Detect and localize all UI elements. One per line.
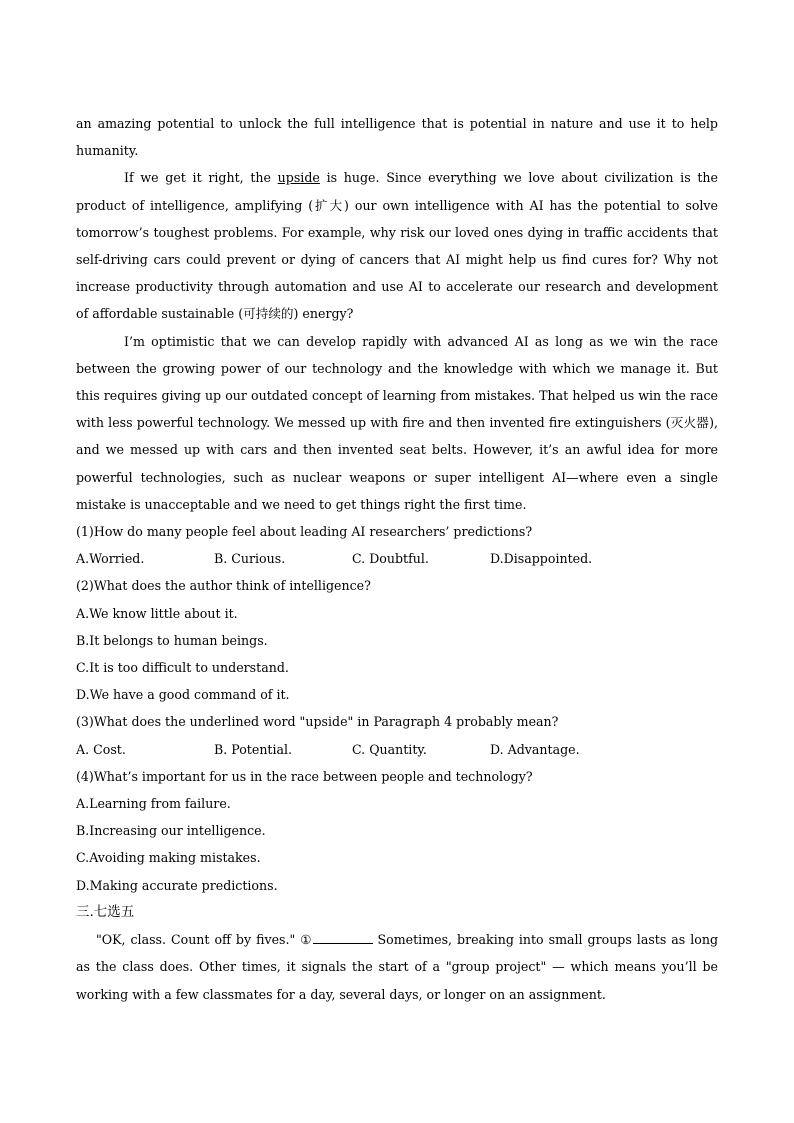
q3-option-d: D. Advantage. xyxy=(490,741,580,757)
passage-paragraph-5: I’m optimistic that we can develop rapidly with advanced AI as long as we win the race between the growing power of our technology and the knowledge with which we manage it. But this requires giving up our outdated concept of learning from mistakes. That helped us win the race with less powerful technology. We messed up with fire and then invented fire extinguishers (灭火器), and we messed up with cars and then invented seat belts. However, it’s an awful idea for more powerful technologies, such as nuclear weapons or super intelligent AI—where even a single mistake is unacceptable and we need to get things right the first time. xyxy=(76,333,718,512)
document-page xyxy=(76,110,718,1008)
section-heading: 三.七选五 xyxy=(76,903,135,920)
q2-option-d: D.We have a good command of it. xyxy=(76,687,290,703)
q4-option-d: D.Making accurate predictions. xyxy=(76,877,278,893)
q2-option-c: C.It is too difficult to understand. xyxy=(76,660,289,676)
section3-intro-paragraph xyxy=(76,926,718,1008)
q1-option-a: A.Worried. xyxy=(76,551,145,567)
q3-option-a: A. Cost. xyxy=(76,741,126,757)
p4-text-after: is huge. Since everything we love about civilization is the product of intelligence, amplifying (扩大) our own intelligence with AI has the potential to solve tomorrow’s toughest problems. For example, why risk our loved ones dying in traffic accidents that self-driving cars could prevent or dying of cancers that AI might help us find cures for? Why not increase productivity through automation and use AI to accelerate our research and development of affordable sustainable (可持续的) energy? xyxy=(76,170,718,322)
q2-option-a: A.We know little about it. xyxy=(76,605,238,621)
q4-option-b: B.Increasing our intelligence. xyxy=(76,823,266,839)
intro-text-before: "OK, class. Count off by fives." ① xyxy=(96,932,313,948)
question-3-options xyxy=(76,736,718,763)
q2-option-b: B.It belongs to human beings. xyxy=(76,632,268,648)
question-2-stem: (2)What does the author think of intelligence? xyxy=(76,578,371,594)
q3-option-b: B. Potential. xyxy=(214,741,293,757)
q1-option-d: D.Disappointed. xyxy=(490,551,593,567)
intro-text-after: Sometimes, breaking into small groups lasts as long as the class does. Other times, it signals the start of a "group project" — which means you’ll be working with a few classmates for a day, several days, or longer on an assignment. xyxy=(76,932,719,1002)
p4-text-before: If we get it right, the xyxy=(124,170,278,186)
q4-option-c: C.Avoiding making mistakes. xyxy=(76,850,261,866)
q4-option-a: A.Learning from failure. xyxy=(76,796,231,812)
question-1-stem: (1)How do many people feel about leading AI researchers’ predictions? xyxy=(76,524,533,540)
question-4-stem: (4)What’s important for us in the race between people and technology? xyxy=(76,768,533,784)
q3-option-c: C. Quantity. xyxy=(352,741,427,757)
passage-paragraph-continued: an amazing potential to unlock the full intelligence that is potential in nature and use it to help humanity. xyxy=(76,116,718,159)
q1-option-c: C. Doubtful. xyxy=(352,551,429,567)
underlined-word-upside: upside xyxy=(277,170,320,186)
question-3-stem: (3)What does the underlined word "upside" in Paragraph 4 probably mean? xyxy=(76,714,559,730)
question-1-options xyxy=(76,545,718,572)
answer-blank-1[interactable] xyxy=(313,929,373,944)
q1-option-b: B. Curious. xyxy=(214,551,286,567)
passage-paragraph-4 xyxy=(76,164,718,327)
